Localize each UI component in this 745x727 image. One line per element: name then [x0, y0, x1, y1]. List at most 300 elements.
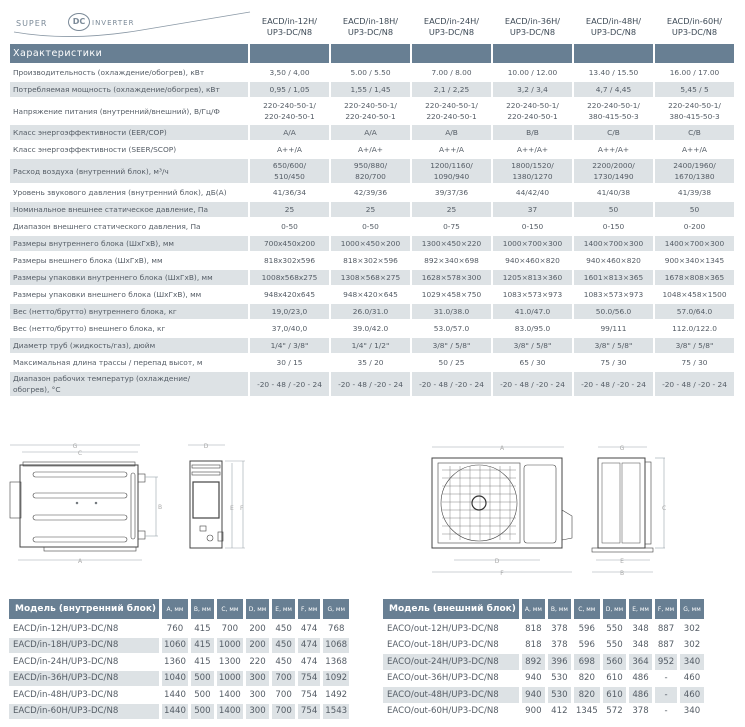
- model-name-cell: EACD/in-48H/UP3-DC/N8: [9, 687, 159, 704]
- dimension-cell: 486: [629, 687, 652, 704]
- dimension-cell: 450: [272, 621, 295, 638]
- spec-label: Вес (нетто/брутто) внутреннего блока, кг: [10, 304, 248, 321]
- dimension-cell: 500: [191, 704, 214, 721]
- spec-value: 818×302×596: [331, 253, 410, 270]
- dimension-column-header: B, мм: [191, 599, 214, 621]
- spec-row: [10, 125, 734, 142]
- spec-value: C/B: [574, 125, 653, 142]
- spec-value: 220-240-50-1/ 380-415-50-3: [574, 99, 653, 125]
- svg-text:B: B: [619, 570, 625, 577]
- spec-value: 1000×700×300: [493, 236, 572, 253]
- spec-value: 3,2 / 3,4: [493, 82, 572, 99]
- dimension-cell: 415: [191, 621, 214, 638]
- dimension-column-header: E, мм: [629, 599, 652, 621]
- dimension-cell: 596: [574, 638, 600, 655]
- spec-value: 50.0/56.0: [574, 304, 653, 321]
- table-row: [383, 638, 704, 655]
- spec-value: 53.0/57.0: [412, 321, 491, 338]
- spec-value: -20 - 48 / -20 - 24: [574, 372, 653, 398]
- spec-value: 41.0/47.0: [493, 304, 572, 321]
- model-column-header: Модель (внутренний блок): [9, 599, 159, 621]
- dimension-cell: 302: [680, 638, 704, 655]
- spec-row: [10, 270, 734, 287]
- spec-value: 2200/2000/ 1730/1490: [574, 159, 653, 185]
- dimension-cell: 378: [548, 621, 571, 638]
- spec-label: Вес (нетто/брутто) внешнего блока, кг: [10, 321, 248, 338]
- dimension-cell: 1400: [217, 687, 243, 704]
- dimension-cell: 550: [603, 621, 627, 638]
- spec-value: 2400/1960/ 1670/1380: [655, 159, 734, 185]
- spec-value: A++/A+: [493, 142, 572, 159]
- dimension-cell: 900: [522, 704, 545, 721]
- model-header-12h: EACD/in-12H/ UP3-DC/N8: [250, 12, 329, 44]
- table-row: [9, 638, 349, 655]
- spec-value: A/A: [250, 125, 329, 142]
- spec-value: 83.0/95.0: [493, 321, 572, 338]
- model-name-cell: EACD/in-24H/UP3-DC/N8: [9, 654, 159, 671]
- dimension-cell: 698: [574, 654, 600, 671]
- logo-inverter-text: INVERTER: [92, 19, 135, 27]
- spec-value: 35 / 20: [331, 355, 410, 372]
- dimension-cell: 474: [298, 654, 320, 671]
- spec-value: 892×340×698: [412, 253, 491, 270]
- dimension-column-header: F, мм: [655, 599, 677, 621]
- spec-value: 818x302x596: [250, 253, 329, 270]
- dimension-column-header: D, мм: [246, 599, 270, 621]
- spec-value: 5,45 / 5: [655, 82, 734, 99]
- model-header-18h: EACD/in-18H/ UP3-DC/N8: [331, 12, 410, 44]
- indoor-unit-front-drawing: [10, 443, 162, 565]
- spec-value: 700x450x200: [250, 236, 329, 253]
- svg-text:C: C: [662, 505, 667, 512]
- spec-value: 39/37/36: [412, 185, 491, 202]
- dimension-cell: 820: [574, 671, 600, 688]
- dimension-cell: 610: [603, 671, 627, 688]
- spec-label: Класс энергоэффективности (EER/COP): [10, 125, 248, 142]
- spec-value: 1400×700×300: [655, 236, 734, 253]
- spec-value: 1008x568x275: [250, 270, 329, 287]
- dimension-column-header: D, мм: [603, 599, 627, 621]
- spec-value: 30 / 15: [250, 355, 329, 372]
- spec-value: 0-150: [574, 219, 653, 236]
- spec-value: 948x420x645: [250, 287, 329, 304]
- spec-label: Диапазон внешнего статического давления, Па: [10, 219, 248, 236]
- spec-label: Размеры упаковки внешнего блока (ШхГхВ), мм: [10, 287, 248, 304]
- table-row: [9, 621, 349, 638]
- spec-value: 44/42/40: [493, 185, 572, 202]
- dimension-column-header: C, мм: [574, 599, 600, 621]
- spec-value: 1800/1520/ 1380/1270: [493, 159, 572, 185]
- spec-value: 25: [412, 202, 491, 219]
- spec-corner: [10, 12, 248, 44]
- model-name-cell: EACD/in-18H/UP3-DC/N8: [9, 638, 159, 655]
- dimension-cell: 1400: [217, 704, 243, 721]
- spec-value: 1048×458×1500: [655, 287, 734, 304]
- dimension-cell: 1440: [162, 687, 188, 704]
- spec-value: 1308×568×275: [331, 270, 410, 287]
- spec-value: A++/A: [412, 142, 491, 159]
- spec-value: 1300×450×220: [412, 236, 491, 253]
- spec-value: 112.0/122.0: [655, 321, 734, 338]
- logo-dc-badge: DC: [68, 13, 90, 31]
- svg-text:D: D: [203, 443, 209, 450]
- spec-value: 42/39/36: [331, 185, 410, 202]
- spec-row: [10, 355, 734, 372]
- dimension-cell: 348: [629, 621, 652, 638]
- spec-row: [10, 253, 734, 270]
- dimension-column-header: A, мм: [522, 599, 545, 621]
- svg-text:B: B: [158, 504, 163, 511]
- spec-value: 4,7 / 4,45: [574, 82, 653, 99]
- dimension-cell: 220: [246, 654, 270, 671]
- spec-value: C/B: [655, 125, 734, 142]
- spec-value: 0-150: [493, 219, 572, 236]
- spec-label: Максимальная длина трассы / перепад высот, м: [10, 355, 248, 372]
- dimension-cell: 550: [603, 638, 627, 655]
- spec-value: 37: [493, 202, 572, 219]
- svg-text:A: A: [77, 558, 83, 565]
- spec-value: 19,0/23,0: [250, 304, 329, 321]
- indoor-dimensions-table: [6, 599, 352, 720]
- dimension-cell: 530: [548, 687, 571, 704]
- dimension-cell: 940: [522, 671, 545, 688]
- spec-value: 41/39/38: [655, 185, 734, 202]
- spec-table: [8, 12, 736, 398]
- dimension-cell: 396: [548, 654, 571, 671]
- dimension-cell: 500: [191, 671, 214, 688]
- spec-value: 0-50: [331, 219, 410, 236]
- spec-label: Класс энергоэффективности (SEER/SCOP): [10, 142, 248, 159]
- spec-value: 1200/1160/ 1090/940: [412, 159, 491, 185]
- spec-value: 25: [250, 202, 329, 219]
- svg-text:A: A: [499, 445, 505, 452]
- spec-value: 39.0/42.0: [331, 321, 410, 338]
- dimension-cell: 887: [655, 638, 677, 655]
- svg-text:E: E: [230, 505, 234, 512]
- spec-value: 41/40/38: [574, 185, 653, 202]
- spec-row: [10, 65, 734, 82]
- section-title: Характеристики: [10, 44, 248, 65]
- spec-value: A/A: [331, 125, 410, 142]
- spec-label: Расход воздуха (внутренний блок), м³/ч: [10, 159, 248, 185]
- svg-text:F: F: [240, 505, 244, 512]
- spec-value: 1,55 / 1,45: [331, 82, 410, 99]
- spec-row: [10, 321, 734, 338]
- spec-value: 50 / 25: [412, 355, 491, 372]
- spec-value: 2,1 / 2,25: [412, 82, 491, 99]
- spec-label: Диаметр труб (жидкость/газ), дюйм: [10, 338, 248, 355]
- spec-value: 3/8" / 5/8": [655, 338, 734, 355]
- spec-value: 75 / 30: [655, 355, 734, 372]
- dimension-cell: 700: [272, 704, 295, 721]
- spec-value: 220-240-50-1/ 220-240-50-1: [493, 99, 572, 125]
- spec-value: 900×340×1345: [655, 253, 734, 270]
- dimension-cell: 760: [162, 621, 188, 638]
- dimension-cell: 300: [246, 704, 270, 721]
- spec-value: 41/36/34: [250, 185, 329, 202]
- spec-row: [10, 287, 734, 304]
- indoor-unit-side-drawing: [188, 443, 245, 548]
- spec-value: 75 / 30: [574, 355, 653, 372]
- spec-value: 50: [574, 202, 653, 219]
- dimension-cell: 1060: [162, 638, 188, 655]
- spec-value: B/B: [493, 125, 572, 142]
- dimension-cell: 530: [548, 671, 571, 688]
- model-name-cell: EACD/in-60H/UP3-DC/N8: [9, 704, 159, 721]
- dimension-cell: 952: [655, 654, 677, 671]
- dimension-cell: 596: [574, 621, 600, 638]
- spec-row: [10, 185, 734, 202]
- logo-super-text: SUPER: [16, 19, 48, 28]
- dimension-cell: 300: [246, 687, 270, 704]
- table-row: [383, 704, 704, 721]
- dimension-cell: 415: [191, 638, 214, 655]
- dimension-cell: 474: [298, 621, 320, 638]
- svg-text:D: D: [494, 558, 500, 565]
- spec-label: Потребляемая мощность (охлаждение/обогрев), кВт: [10, 82, 248, 99]
- model-name-cell: EACD/in-12H/UP3-DC/N8: [9, 621, 159, 638]
- spec-value: -20 - 48 / -20 - 24: [412, 372, 491, 398]
- spec-value: 25: [331, 202, 410, 219]
- dimension-cell: 768: [323, 621, 349, 638]
- spec-value: 16.00 / 17.00: [655, 65, 734, 82]
- dimension-cell: 1300: [217, 654, 243, 671]
- dimension-cell: 340: [680, 704, 704, 721]
- dimension-cell: 1000: [217, 638, 243, 655]
- dimension-cell: 572: [603, 704, 627, 721]
- dimension-cell: 460: [680, 671, 704, 688]
- svg-text:G: G: [619, 445, 625, 452]
- dimension-cell: 1345: [574, 704, 600, 721]
- model-column-header: Модель (внешний блок): [383, 599, 519, 621]
- spec-value: 220-240-50-1/ 220-240-50-1: [250, 99, 329, 125]
- table-row: [383, 687, 704, 704]
- spec-value: A/B: [412, 125, 491, 142]
- dimension-cell: 500: [191, 687, 214, 704]
- spec-value: 1678×808×365: [655, 270, 734, 287]
- spec-value: 3/8" / 5/8": [412, 338, 491, 355]
- spec-value: 1601×813×365: [574, 270, 653, 287]
- dimension-cell: 302: [680, 621, 704, 638]
- dimension-cell: 460: [680, 687, 704, 704]
- dimension-cell: 700: [272, 687, 295, 704]
- model-header-36h: EACD/in-36H/ UP3-DC/N8: [493, 12, 572, 44]
- dimension-cell: 560: [603, 654, 627, 671]
- dimension-column-header: C, мм: [217, 599, 243, 621]
- dimension-cell: 940: [522, 687, 545, 704]
- spec-value: 0,95 / 1,05: [250, 82, 329, 99]
- spec-label: Диапазон рабочих температур (охлаждение/ обогрев), °C: [10, 372, 248, 398]
- spec-value: 0-200: [655, 219, 734, 236]
- spec-value: 0-50: [250, 219, 329, 236]
- dimension-cell: 700: [272, 671, 295, 688]
- spec-value: 1628×578×300: [412, 270, 491, 287]
- spec-value: 1029×458×750: [412, 287, 491, 304]
- dimension-cell: 348: [629, 638, 652, 655]
- spec-value: 1/4" / 1/2": [331, 338, 410, 355]
- dimension-cell: 200: [246, 638, 270, 655]
- spec-value: 1205×813×360: [493, 270, 572, 287]
- model-name-cell: EACO/out-60H/UP3-DC/N8: [383, 704, 519, 721]
- model-header-60h: EACD/in-60H/ UP3-DC/N8: [655, 12, 734, 44]
- table-row: [383, 654, 704, 671]
- dimension-cell: 415: [191, 654, 214, 671]
- spec-label: Размеры упаковки внутреннего блока (ШхГхВ), мм: [10, 270, 248, 287]
- dimension-cell: 892: [522, 654, 545, 671]
- dimension-cell: 474: [298, 638, 320, 655]
- spec-value: 50: [655, 202, 734, 219]
- spec-label: Уровень звукового давления (внутренний блок), дБ(А): [10, 185, 248, 202]
- dimension-cell: -: [655, 671, 677, 688]
- spec-row: [10, 202, 734, 219]
- spec-row: [10, 82, 734, 99]
- spec-value: 3/8" / 5/8": [574, 338, 653, 355]
- dimension-cell: 200: [246, 621, 270, 638]
- spec-value: 57.0/64.0: [655, 304, 734, 321]
- spec-value: 950/880/ 820/700: [331, 159, 410, 185]
- spec-value: 37,0/40,0: [250, 321, 329, 338]
- dimension-cell: 1440: [162, 704, 188, 721]
- dimension-cell: 300: [246, 671, 270, 688]
- dimension-cell: 818: [522, 621, 545, 638]
- spec-label: Номинальное внешнее статическое давление, Па: [10, 202, 248, 219]
- outdoor-dimensions-table: [380, 599, 707, 720]
- model-name-cell: EACO/out-48H/UP3-DC/N8: [383, 687, 519, 704]
- spec-value: -20 - 48 / -20 - 24: [493, 372, 572, 398]
- model-name-cell: EACO/out-12H/UP3-DC/N8: [383, 621, 519, 638]
- dimension-cell: 412: [548, 704, 571, 721]
- spec-label: Напряжение питания (внутренний/внешний), В/Гц/Ф: [10, 99, 248, 125]
- spec-value: 99/111: [574, 321, 653, 338]
- dimension-cell: 364: [629, 654, 652, 671]
- spec-value: 26.0/31.0: [331, 304, 410, 321]
- dimension-cell: 1492: [323, 687, 349, 704]
- dimension-column-header: A, мм: [162, 599, 188, 621]
- spec-value: 1/4" / 3/8": [250, 338, 329, 355]
- spec-row: [10, 219, 734, 236]
- spec-value: 10.00 / 12.00: [493, 65, 572, 82]
- model-name-cell: EACO/out-24H/UP3-DC/N8: [383, 654, 519, 671]
- dimension-cell: 818: [522, 638, 545, 655]
- dimension-cell: 754: [298, 687, 320, 704]
- spec-row: [10, 142, 734, 159]
- dimension-cell: 340: [680, 654, 704, 671]
- spec-row: [10, 372, 734, 398]
- spec-row: [10, 159, 734, 185]
- spec-row: [10, 304, 734, 321]
- dimension-cell: 1000: [217, 671, 243, 688]
- dimension-cell: 450: [272, 654, 295, 671]
- spec-value: A++/A: [250, 142, 329, 159]
- dimension-cell: 450: [272, 638, 295, 655]
- spec-value: -20 - 48 / -20 - 24: [655, 372, 734, 398]
- dimension-cell: 754: [298, 704, 320, 721]
- dimension-cell: 486: [629, 671, 652, 688]
- table-row: [383, 621, 704, 638]
- spec-value: 3/8" / 5/8": [493, 338, 572, 355]
- table-row: [9, 654, 349, 671]
- outdoor-unit-side-drawing: [592, 445, 666, 577]
- spec-row: [10, 99, 734, 125]
- spec-value: 31.0/38.0: [412, 304, 491, 321]
- spec-value: 650/600/ 510/450: [250, 159, 329, 185]
- model-header-24h: EACD/in-24H/ UP3-DC/N8: [412, 12, 491, 44]
- spec-value: 948×420×645: [331, 287, 410, 304]
- dimension-cell: -: [655, 687, 677, 704]
- dimension-column-header: G, мм: [323, 599, 349, 621]
- svg-text:G: G: [72, 443, 78, 450]
- svg-text:E: E: [620, 558, 624, 565]
- spec-value: 65 / 30: [493, 355, 572, 372]
- model-name-cell: EACO/out-36H/UP3-DC/N8: [383, 671, 519, 688]
- spec-value: A+/A+: [331, 142, 410, 159]
- dimension-cell: 1543: [323, 704, 349, 721]
- dimension-cell: 1360: [162, 654, 188, 671]
- dimension-cell: 1040: [162, 671, 188, 688]
- table-row: [9, 704, 349, 721]
- dimension-cell: 1092: [323, 671, 349, 688]
- spec-value: 1000×450×200: [331, 236, 410, 253]
- spec-value: 220-240-50-1/ 220-240-50-1: [412, 99, 491, 125]
- dimension-cell: 610: [603, 687, 627, 704]
- dimension-cell: 700: [217, 621, 243, 638]
- dimension-cell: 820: [574, 687, 600, 704]
- dimension-cell: 1368: [323, 654, 349, 671]
- spec-value: 5.00 / 5.50: [331, 65, 410, 82]
- spec-value: 13.40 / 15.50: [574, 65, 653, 82]
- model-name-cell: EACO/out-18H/UP3-DC/N8: [383, 638, 519, 655]
- spec-label: Производительность (охлаждение/обогрев), кВт: [10, 65, 248, 82]
- dimension-column-header: F, мм: [298, 599, 320, 621]
- spec-value: 220-240-50-1/ 220-240-50-1: [331, 99, 410, 125]
- dimension-cell: 887: [655, 621, 677, 638]
- spec-label: Размеры внутреннего блока (ШхГхВ), мм: [10, 236, 248, 253]
- outdoor-unit-front-drawing: [432, 445, 572, 577]
- spec-label: Размеры внешнего блока (ШхГхВ), мм: [10, 253, 248, 270]
- spec-value: 7.00 / 8.00: [412, 65, 491, 82]
- table-row: [9, 687, 349, 704]
- dimension-cell: 378: [629, 704, 652, 721]
- spec-section-header: [10, 44, 734, 65]
- spec-value: A++/A: [655, 142, 734, 159]
- spec-value: A++/A+: [574, 142, 653, 159]
- table-row: [383, 671, 704, 688]
- dimension-cell: 754: [298, 671, 320, 688]
- spec-value: 0-75: [412, 219, 491, 236]
- svg-text:C: C: [77, 450, 83, 457]
- dimension-column-header: B, мм: [548, 599, 571, 621]
- dimension-cell: 378: [548, 638, 571, 655]
- spec-value: 1083×573×973: [574, 287, 653, 304]
- spec-value: 220-240-50-1/ 380-415-50-3: [655, 99, 734, 125]
- dimension-cell: 1068: [323, 638, 349, 655]
- spec-value: 940×460×820: [574, 253, 653, 270]
- table-row: [9, 671, 349, 688]
- spec-value: -20 - 48 / -20 - 24: [331, 372, 410, 398]
- spec-value: 3,50 / 4,00: [250, 65, 329, 82]
- dimension-column-header: G, мм: [680, 599, 704, 621]
- unit-dimension-drawings: [0, 430, 745, 590]
- dimension-column-header: E, мм: [272, 599, 295, 621]
- dimension-cell: -: [655, 704, 677, 721]
- model-name-cell: EACD/in-36H/UP3-DC/N8: [9, 671, 159, 688]
- spec-row: [10, 338, 734, 355]
- spec-value: -20 - 48 / -20 - 24: [250, 372, 329, 398]
- spec-value: 1083×573×973: [493, 287, 572, 304]
- spec-value: 1400×700×300: [574, 236, 653, 253]
- model-header-48h: EACD/in-48H/ UP3-DC/N8: [574, 12, 653, 44]
- spec-row: [10, 236, 734, 253]
